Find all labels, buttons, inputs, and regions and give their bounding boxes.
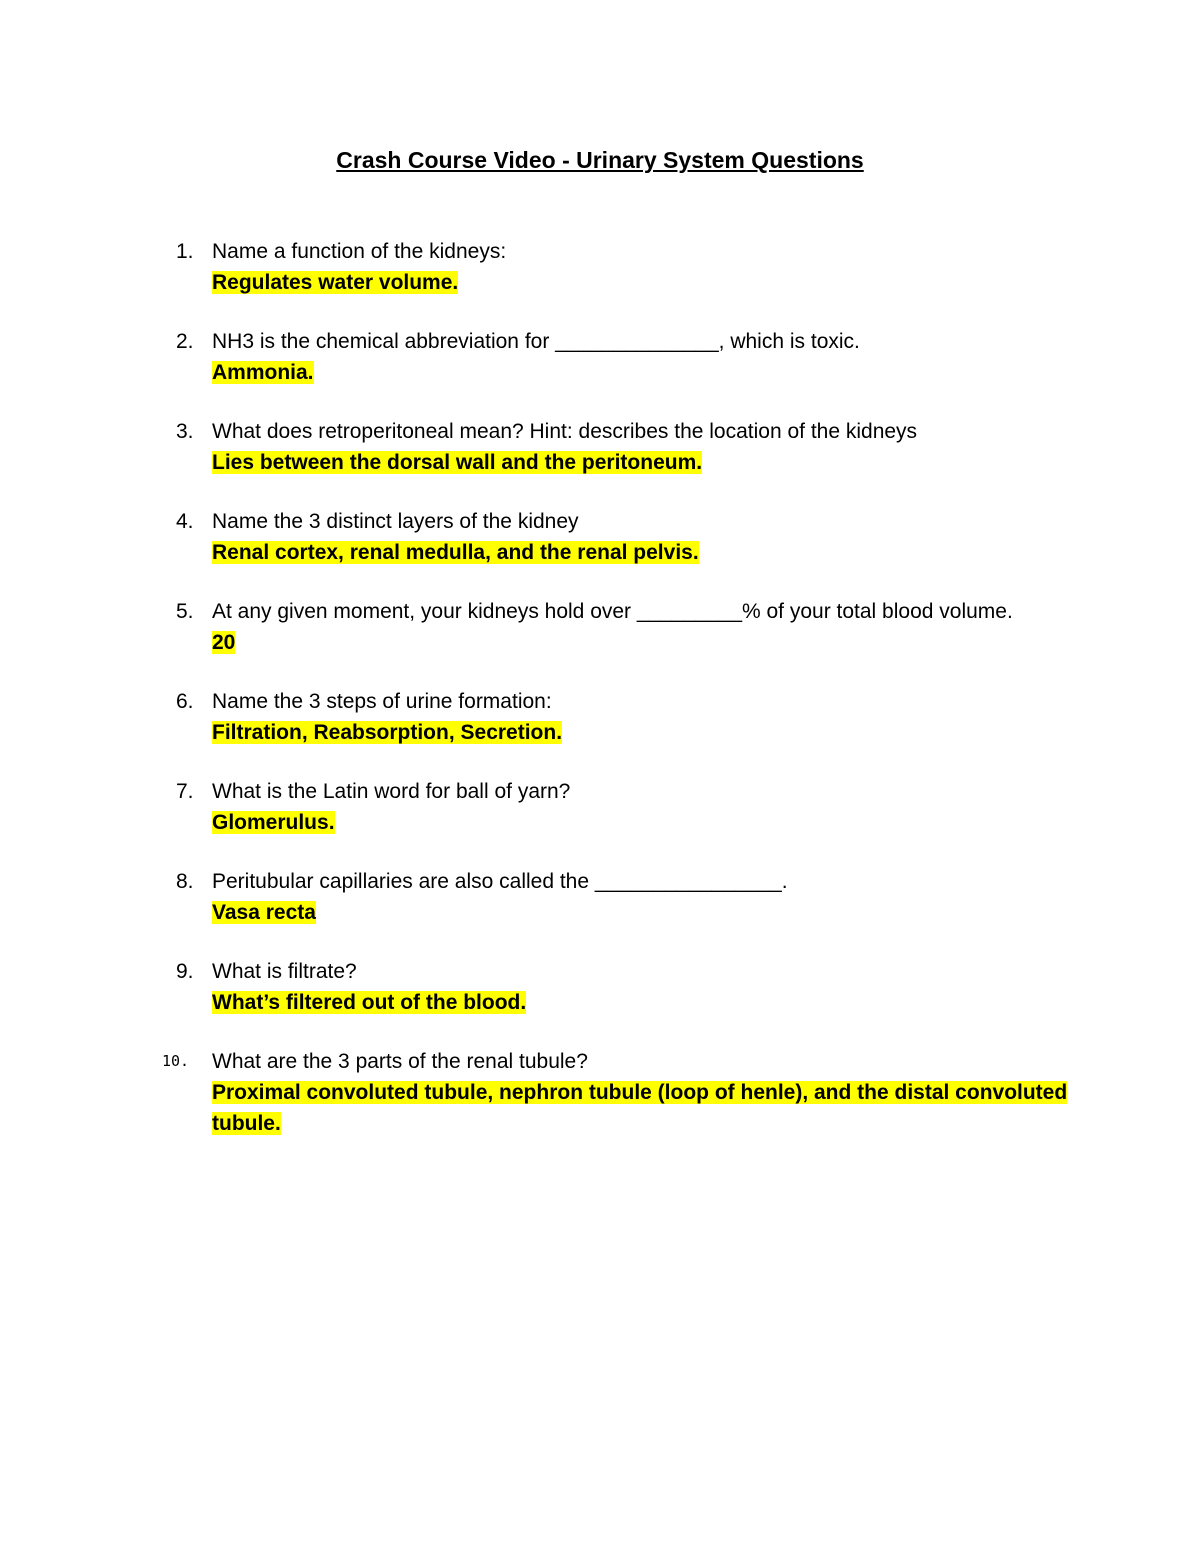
question-number: 9.	[176, 960, 194, 983]
answer-text	[212, 897, 1072, 928]
answer-highlight: Glomerulus.	[212, 811, 335, 834]
question-item-4	[0, 506, 1200, 596]
answer-highlight: Vasa recta	[212, 901, 316, 924]
answer-text	[212, 537, 1072, 568]
question-text: NH3 is the chemical abbreviation for ______________, which is toxic.	[212, 330, 860, 353]
question-item-5	[0, 596, 1200, 686]
answer-highlight: Filtration, Reabsorption, Secretion.	[212, 721, 563, 744]
answer-highlight: Regulates water volume.	[212, 271, 459, 294]
answer-text	[212, 267, 1072, 298]
question-number: 8.	[176, 870, 194, 893]
question-item-9	[0, 956, 1200, 1046]
answer-highlight: 20	[212, 631, 236, 654]
question-number: 2.	[176, 330, 194, 353]
question-text: Name the 3 steps of urine formation:	[212, 690, 552, 713]
answer-text	[212, 717, 1072, 748]
question-item-7	[0, 776, 1200, 866]
question-item-6	[0, 686, 1200, 776]
question-text: Name a function of the kidneys:	[212, 240, 507, 263]
question-text: What are the 3 parts of the renal tubule?	[212, 1050, 588, 1073]
question-number: 4.	[176, 510, 194, 533]
question-number: 6.	[176, 690, 194, 713]
question-number: 5.	[176, 600, 194, 623]
question-item-8	[0, 866, 1200, 956]
answer-text	[212, 627, 1072, 658]
question-text: Peritubular capillaries are also called the ________________.	[212, 870, 788, 893]
question-number: 10.	[162, 1052, 190, 1070]
answer-highlight: Renal cortex, renal medulla, and the renal pelvis.	[212, 541, 699, 564]
answer-text	[212, 987, 1072, 1018]
answer-highlight: Lies between the dorsal wall and the peritoneum.	[212, 451, 703, 474]
question-number: 3.	[176, 420, 194, 443]
question-text: What does retroperitoneal mean? Hint: describes the location of the kidneys	[212, 420, 918, 443]
question-text: At any given moment, your kidneys hold over _________% of your total blood volume.	[212, 600, 1013, 623]
question-item-2	[0, 326, 1200, 416]
question-text: What is the Latin word for ball of yarn?	[212, 780, 571, 803]
question-number: 1.	[176, 240, 194, 263]
document-title: Crash Course Video - Urinary System Questions	[336, 147, 864, 173]
question-item-10	[0, 1046, 1200, 1136]
answer-highlight: What’s filtered out of the blood.	[212, 991, 527, 1014]
question-text: What is filtrate?	[212, 960, 357, 983]
answer-text	[212, 447, 1072, 478]
answer-text	[212, 357, 1072, 388]
answer-highlight: Proximal convoluted tubule, nephron tubule (loop of henle), and the distal convoluted tubule.	[212, 1081, 1068, 1135]
question-list	[0, 236, 1200, 1136]
answer-text	[212, 1077, 1072, 1139]
question-text: Name the 3 distinct layers of the kidney	[212, 510, 579, 533]
question-item-3	[0, 416, 1200, 506]
question-number: 7.	[176, 780, 194, 803]
question-item-1	[0, 236, 1200, 326]
answer-highlight: Ammonia.	[212, 361, 314, 384]
answer-text	[212, 807, 1072, 838]
